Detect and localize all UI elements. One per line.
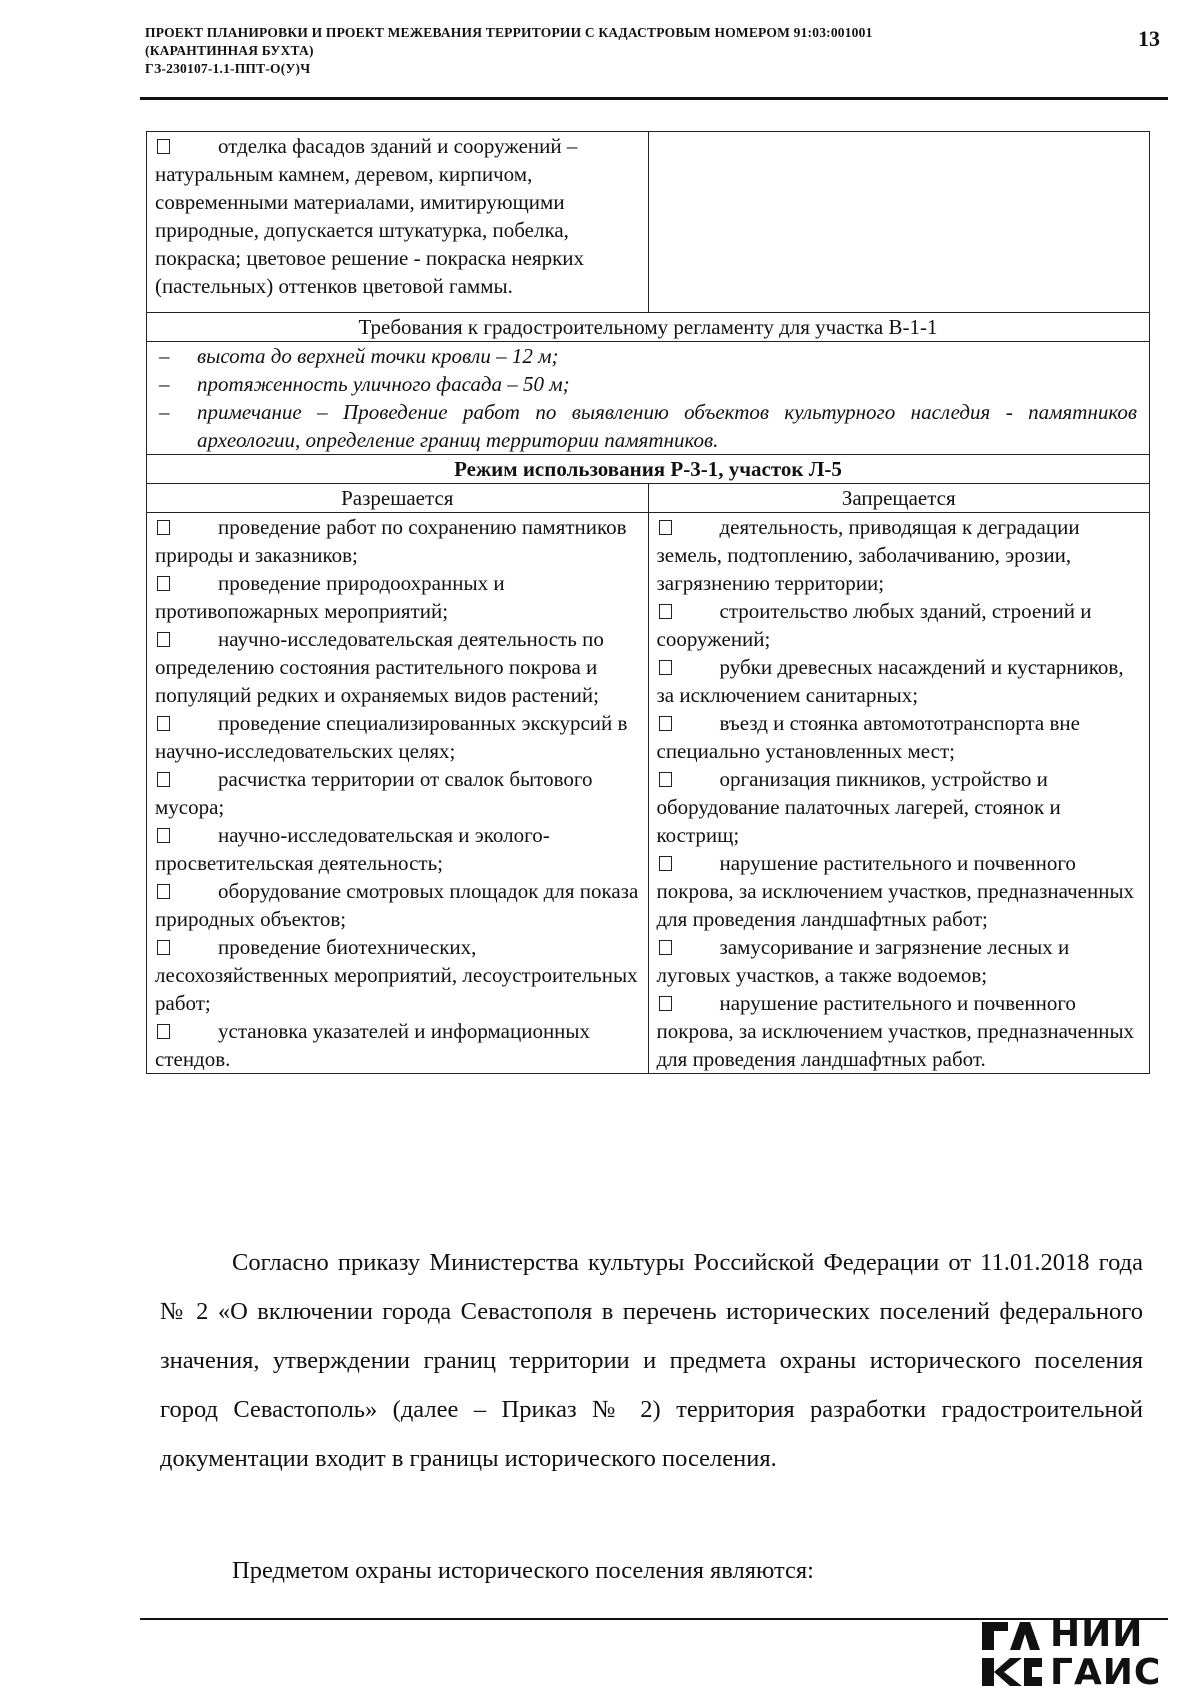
header-title-line-2: (КАРАНТИННАЯ БУХТА) bbox=[145, 43, 314, 58]
document-header bbox=[145, 24, 1145, 78]
checkbox-bullet-icon bbox=[659, 996, 672, 1011]
list-item: замусоривание и загрязнение лесных и луговых участков, а также водоемов; bbox=[656, 935, 1070, 987]
checkbox-bullet-icon bbox=[659, 716, 672, 731]
checkbox-bullet-icon bbox=[659, 940, 672, 955]
column-header-forbidden: Запрещается bbox=[648, 484, 1150, 513]
page-number: 13 bbox=[1138, 26, 1160, 51]
checkbox-bullet-icon bbox=[157, 1024, 170, 1039]
table-row bbox=[147, 342, 1150, 455]
list-item: проведение работ по сохранению памятников природы и заказников; bbox=[155, 515, 627, 567]
checkbox-bullet-icon bbox=[157, 520, 170, 535]
list-item: расчистка территории от свалок бытового мусора; bbox=[155, 767, 593, 819]
checkbox-bullet-icon bbox=[659, 604, 672, 619]
top-left-cell bbox=[147, 132, 649, 313]
list-item: научно-исследовательская и эколого-просветительская деятельность; bbox=[155, 823, 550, 875]
column-header-allowed: Разрешается bbox=[147, 484, 649, 513]
requirements-title: Требования к градостроительному регламенту для участка В-1-1 bbox=[147, 313, 1150, 342]
requirement-item: – протяженность уличного фасада – 50 м; bbox=[159, 372, 570, 396]
list-item: организация пикников, устройство и оборудование палаточных лагерей, стоянок и кострищ; bbox=[656, 767, 1061, 847]
list-item: нарушение растительного и почвенного покрова, за исключением участков, предназначенных для проведения ландшафтных работ. bbox=[656, 991, 1135, 1071]
header-document-code: ГЗ-230107-1.1-ППТ-О(У)Ч bbox=[145, 61, 311, 76]
checkbox-bullet-icon bbox=[659, 856, 672, 871]
body-paragraph-1: Согласно приказу Министерства культуры Российской Федерации от 11.01.2018 года № 2 «О включении города Севастополя в перечень исторических поселений федерального значения, утверждении границ территории и предмета охраны исторического поселения город Севастополь» (далее – Приказ № 2) территория разработки градостроительной документации входит в границы исторического поселения. bbox=[160, 1249, 1143, 1472]
list-item: установка указателей и информационных стендов. bbox=[155, 1019, 591, 1071]
nii-gais-logo bbox=[980, 1614, 1170, 1692]
checkbox-bullet-icon bbox=[659, 772, 672, 787]
list-item: оборудование смотровых площадок для показа природных объектов; bbox=[155, 879, 639, 931]
allowed-list bbox=[147, 513, 649, 1074]
mode-title: Режим использования Р-3-1, участок Л-5 bbox=[147, 455, 1150, 484]
checkbox-bullet-icon bbox=[157, 576, 170, 591]
checkbox-bullet-icon bbox=[157, 716, 170, 731]
table-row bbox=[147, 484, 1150, 513]
table-row bbox=[147, 313, 1150, 342]
checkbox-bullet-icon bbox=[157, 828, 170, 843]
list-item: рубки древесных насаждений и кустарников, за исключением санитарных; bbox=[656, 655, 1124, 707]
regulation-table bbox=[146, 131, 1150, 1074]
list-item: отделка фасадов зданий и сооружений – натуральным камнем, деревом, кирпичом, современными материалами, имитирующими природные, допускается штукатурка, побелка, покраска; цветовое решение - покраска неярких (пастельных) оттенков цветовой гаммы. bbox=[155, 134, 585, 298]
table-row bbox=[147, 455, 1150, 484]
checkbox-bullet-icon bbox=[659, 660, 672, 675]
checkbox-bullet-icon bbox=[157, 632, 170, 647]
list-item: деятельность, приводящая к деградации земель, подтоплению, заболачиванию, эрозии, загрязнению территории; bbox=[656, 515, 1080, 595]
logo-text-line-2: ГАИС bbox=[1050, 1652, 1162, 1693]
list-item: въезд и стоянка автомототранспорта вне специально установленных мест; bbox=[656, 711, 1080, 763]
forbidden-list bbox=[648, 513, 1150, 1074]
list-item: нарушение растительного и почвенного покрова, за исключением участков, предназначенных для проведения ландшафтных работ; bbox=[656, 851, 1135, 931]
checkbox-bullet-icon bbox=[157, 884, 170, 899]
checkbox-bullet-icon bbox=[659, 520, 672, 535]
requirements-cell bbox=[147, 342, 1150, 455]
header-title-line-1: ПРОЕКТ ПЛАНИРОВКИ И ПРОЕКТ МЕЖЕВАНИЯ ТЕРРИТОРИИ С КАДАСТРОВЫМ НОМЕРОМ 91:03:001001 bbox=[145, 25, 873, 40]
list-item: проведение природоохранных и противопожарных мероприятий; bbox=[155, 571, 505, 623]
table-row bbox=[147, 513, 1150, 1074]
body-paragraph-2: Предметом охраны исторического поселения являются: bbox=[232, 1557, 814, 1584]
checkbox-bullet-icon bbox=[157, 772, 170, 787]
table-row bbox=[147, 132, 1150, 313]
list-item: проведение биотехнических, лесохозяйственных мероприятий, лесоустроительных работ; bbox=[155, 935, 638, 1015]
top-right-cell-empty bbox=[648, 132, 1150, 313]
list-item: строительство любых зданий, строений и сооружений; bbox=[656, 599, 1092, 651]
checkbox-bullet-icon bbox=[157, 139, 170, 154]
requirement-item: – высота до верхней точки кровли – 12 м; bbox=[159, 344, 559, 368]
list-item: научно-исследовательская деятельность по определению состояния растительного покрова и популяций редких и охраняемых видов растений; bbox=[155, 627, 604, 707]
list-item: проведение специализированных экскурсий в научно-исследовательских целях; bbox=[155, 711, 628, 763]
requirement-item: – примечание – Проведение работ по выявлению объектов культурного наследия - памятников археологии, определение границ территории памятников. bbox=[159, 400, 1137, 452]
checkbox-bullet-icon bbox=[157, 940, 170, 955]
logo-text-line-1: НИИ bbox=[1050, 1614, 1144, 1655]
header-divider bbox=[140, 97, 1168, 100]
